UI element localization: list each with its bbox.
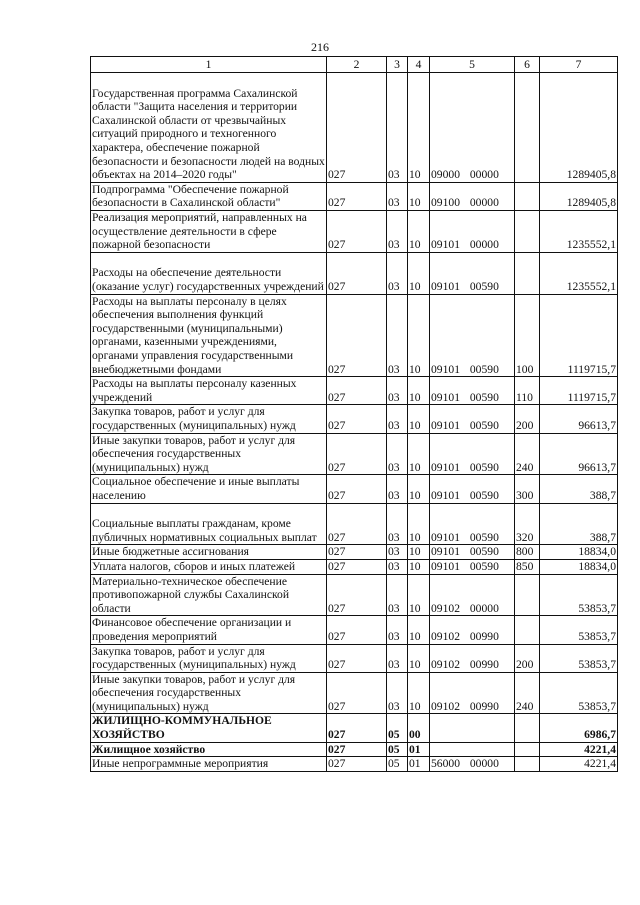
grbs-code-cell: 027 — [327, 405, 387, 433]
table-row — [91, 545, 618, 560]
expense-type-cell: 800 — [515, 545, 540, 560]
target-article-cell: 09101 00590 — [430, 475, 515, 503]
section-code-cell: 05 — [387, 757, 408, 772]
subsection-code-cell: 10 — [408, 405, 430, 433]
row-name-cell: Социальные выплаты гражданам, кроме публичных нормативных социальных выплат — [91, 503, 327, 545]
row-name-cell: Социальное обеспечение и иные выплаты населению — [91, 475, 327, 503]
row-name-cell: Жилищное хозяйство — [91, 742, 327, 757]
section-code-cell: 03 — [387, 574, 408, 616]
grbs-code-cell: 027 — [327, 73, 387, 183]
grbs-code-cell: 027 — [327, 433, 387, 475]
column-header: 6 — [515, 57, 540, 73]
header-row — [91, 57, 618, 73]
section-code-cell: 03 — [387, 73, 408, 183]
amount-cell: 388,7 — [540, 475, 618, 503]
row-name-cell: Закупка товаров, работ и услуг для государственных (муниципальных) нужд — [91, 644, 327, 672]
target-article-cell: 09102 00990 — [430, 672, 515, 714]
amount-cell: 96613,7 — [540, 433, 618, 475]
section-code-cell: 03 — [387, 210, 408, 252]
table-row — [91, 210, 618, 252]
amount-cell: 1235552,1 — [540, 210, 618, 252]
section-code-cell: 03 — [387, 503, 408, 545]
subsection-code-cell: 10 — [408, 616, 430, 644]
amount-cell: 1119715,7 — [540, 294, 618, 377]
target-article-cell — [430, 714, 515, 742]
row-name-cell: Материально-техническое обеспечение противопожарной службы Сахалинской области — [91, 574, 327, 616]
amount-cell: 53853,7 — [540, 672, 618, 714]
section-code-cell: 03 — [387, 616, 408, 644]
grbs-code-cell: 027 — [327, 475, 387, 503]
grbs-code-cell: 027 — [327, 545, 387, 560]
section-code-cell: 03 — [387, 252, 408, 294]
subsection-code-cell: 10 — [408, 73, 430, 183]
target-article-cell: 56000 00000 — [430, 757, 515, 772]
budget-table — [90, 56, 618, 772]
table-row — [91, 714, 618, 742]
expense-type-cell: 240 — [515, 672, 540, 714]
table-row — [91, 73, 618, 183]
subsection-code-cell: 01 — [408, 757, 430, 772]
grbs-code-cell: 027 — [327, 210, 387, 252]
expense-type-cell: 200 — [515, 405, 540, 433]
subsection-code-cell: 10 — [408, 377, 430, 405]
amount-cell: 53853,7 — [540, 574, 618, 616]
subsection-code-cell: 10 — [408, 672, 430, 714]
table-row — [91, 757, 618, 772]
row-name-cell: ЖИЛИЩНО-КОММУНАЛЬНОЕ ХОЗЯЙСТВО — [91, 714, 327, 742]
expense-type-cell: 240 — [515, 433, 540, 475]
expense-type-cell — [515, 742, 540, 757]
target-article-cell: 09101 00000 — [430, 210, 515, 252]
column-header: 2 — [327, 57, 387, 73]
grbs-code-cell: 027 — [327, 559, 387, 574]
expense-type-cell — [515, 73, 540, 183]
target-article-cell: 09102 00000 — [430, 574, 515, 616]
subsection-code-cell: 10 — [408, 559, 430, 574]
table-row — [91, 742, 618, 757]
table-row — [91, 475, 618, 503]
section-code-cell: 03 — [387, 377, 408, 405]
grbs-code-cell: 027 — [327, 672, 387, 714]
target-article-cell: 09000 00000 — [430, 73, 515, 183]
grbs-code-cell: 027 — [327, 503, 387, 545]
target-article-cell: 09101 00590 — [430, 252, 515, 294]
column-header: 4 — [408, 57, 430, 73]
grbs-code-cell: 027 — [327, 182, 387, 210]
grbs-code-cell: 027 — [327, 757, 387, 772]
amount-cell: 4221,4 — [540, 742, 618, 757]
row-name-cell: Закупка товаров, работ и услуг для государственных (муниципальных) нужд — [91, 405, 327, 433]
section-code-cell: 03 — [387, 559, 408, 574]
subsection-code-cell: 10 — [408, 182, 430, 210]
table-row — [91, 252, 618, 294]
subsection-code-cell: 10 — [408, 294, 430, 377]
expense-type-cell: 100 — [515, 294, 540, 377]
row-name-cell: Иные закупки товаров, работ и услуг для обеспечения государственных (муниципальных) нужд — [91, 433, 327, 475]
amount-cell: 1119715,7 — [540, 377, 618, 405]
expense-type-cell: 200 — [515, 644, 540, 672]
subsection-code-cell: 01 — [408, 742, 430, 757]
row-name-cell: Расходы на выплаты персоналу в целях обеспечения выполнения функций государственными (муниципальными) органами, казенными учреждениями, органами управления государственными внебюджетными фондами — [91, 294, 327, 377]
table-row — [91, 182, 618, 210]
expense-type-cell — [515, 757, 540, 772]
amount-cell: 96613,7 — [540, 405, 618, 433]
target-article-cell: 09101 00590 — [430, 405, 515, 433]
table-row — [91, 644, 618, 672]
target-article-cell: 09101 00590 — [430, 294, 515, 377]
row-name-cell: Расходы на выплаты персоналу казенных учреждений — [91, 377, 327, 405]
subsection-code-cell: 10 — [408, 545, 430, 560]
target-article-cell: 09102 00990 — [430, 616, 515, 644]
subsection-code-cell: 10 — [408, 433, 430, 475]
amount-cell: 18834,0 — [540, 545, 618, 560]
row-name-cell: Государственная программа Сахалинской области "Защита населения и территории Сахалинской области от чрезвычайных ситуаций природного и техногенного характера, обеспечение пожарной безопасности и безопасности людей на водных объектах на 2014–2020 годы" — [91, 73, 327, 183]
column-header: 1 — [91, 57, 327, 73]
amount-cell: 53853,7 — [540, 616, 618, 644]
target-article-cell: 09100 00000 — [430, 182, 515, 210]
target-article-cell — [430, 742, 515, 757]
expense-type-cell: 300 — [515, 475, 540, 503]
subsection-code-cell: 10 — [408, 475, 430, 503]
row-name-cell: Подпрограмма "Обеспечение пожарной безопасности в Сахалинской области" — [91, 182, 327, 210]
table-row — [91, 616, 618, 644]
row-name-cell: Иные непрограммные мероприятия — [91, 757, 327, 772]
section-code-cell: 05 — [387, 742, 408, 757]
expense-type-cell — [515, 574, 540, 616]
section-code-cell: 03 — [387, 405, 408, 433]
section-code-cell: 03 — [387, 672, 408, 714]
amount-cell: 53853,7 — [540, 644, 618, 672]
table-row — [91, 405, 618, 433]
section-code-cell: 05 — [387, 714, 408, 742]
target-article-cell: 09102 00990 — [430, 644, 515, 672]
target-article-cell: 09101 00590 — [430, 545, 515, 560]
row-name-cell: Уплата налогов, сборов и иных платежей — [91, 559, 327, 574]
row-name-cell: Иные бюджетные ассигнования — [91, 545, 327, 560]
subsection-code-cell: 00 — [408, 714, 430, 742]
column-header: 5 — [430, 57, 515, 73]
amount-cell: 1235552,1 — [540, 252, 618, 294]
table-row — [91, 559, 618, 574]
section-code-cell: 03 — [387, 545, 408, 560]
amount-cell: 6986,7 — [540, 714, 618, 742]
expense-type-cell — [515, 714, 540, 742]
amount-cell: 18834,0 — [540, 559, 618, 574]
table-row — [91, 433, 618, 475]
table-row — [91, 672, 618, 714]
grbs-code-cell: 027 — [327, 377, 387, 405]
expense-type-cell: 110 — [515, 377, 540, 405]
grbs-code-cell: 027 — [327, 252, 387, 294]
page-number: 216 — [311, 40, 329, 54]
target-article-cell: 09101 00590 — [430, 559, 515, 574]
amount-cell: 4221,4 — [540, 757, 618, 772]
expense-type-cell: 320 — [515, 503, 540, 545]
table-row — [91, 377, 618, 405]
subsection-code-cell: 10 — [408, 252, 430, 294]
row-name-cell: Реализация мероприятий, направленных на осуществление деятельности в сфере пожарной безопасности — [91, 210, 327, 252]
subsection-code-cell: 10 — [408, 210, 430, 252]
row-name-cell: Иные закупки товаров, работ и услуг для обеспечения государственных (муниципальных) нужд — [91, 672, 327, 714]
amount-cell: 1289405,8 — [540, 73, 618, 183]
amount-cell: 388,7 — [540, 503, 618, 545]
section-code-cell: 03 — [387, 475, 408, 503]
grbs-code-cell: 027 — [327, 714, 387, 742]
subsection-code-cell: 10 — [408, 644, 430, 672]
grbs-code-cell: 027 — [327, 644, 387, 672]
column-header: 3 — [387, 57, 408, 73]
target-article-cell: 09101 00590 — [430, 377, 515, 405]
subsection-code-cell: 10 — [408, 574, 430, 616]
target-article-cell: 09101 00590 — [430, 503, 515, 545]
target-article-cell: 09101 00590 — [430, 433, 515, 475]
row-name-cell: Финансовое обеспечение организации и проведения мероприятий — [91, 616, 327, 644]
section-code-cell: 03 — [387, 644, 408, 672]
grbs-code-cell: 027 — [327, 574, 387, 616]
row-name-cell: Расходы на обеспечение деятельности (оказание услуг) государственных учреждений — [91, 252, 327, 294]
section-code-cell: 03 — [387, 294, 408, 377]
expense-type-cell — [515, 616, 540, 644]
table-row — [91, 294, 618, 377]
grbs-code-cell: 027 — [327, 742, 387, 757]
table-row — [91, 503, 618, 545]
section-code-cell: 03 — [387, 433, 408, 475]
table-row — [91, 574, 618, 616]
grbs-code-cell: 027 — [327, 294, 387, 377]
expense-type-cell — [515, 252, 540, 294]
subsection-code-cell: 10 — [408, 503, 430, 545]
section-code-cell: 03 — [387, 182, 408, 210]
amount-cell: 1289405,8 — [540, 182, 618, 210]
expense-type-cell — [515, 210, 540, 252]
column-header: 7 — [540, 57, 618, 73]
expense-type-cell — [515, 182, 540, 210]
grbs-code-cell: 027 — [327, 616, 387, 644]
expense-type-cell: 850 — [515, 559, 540, 574]
